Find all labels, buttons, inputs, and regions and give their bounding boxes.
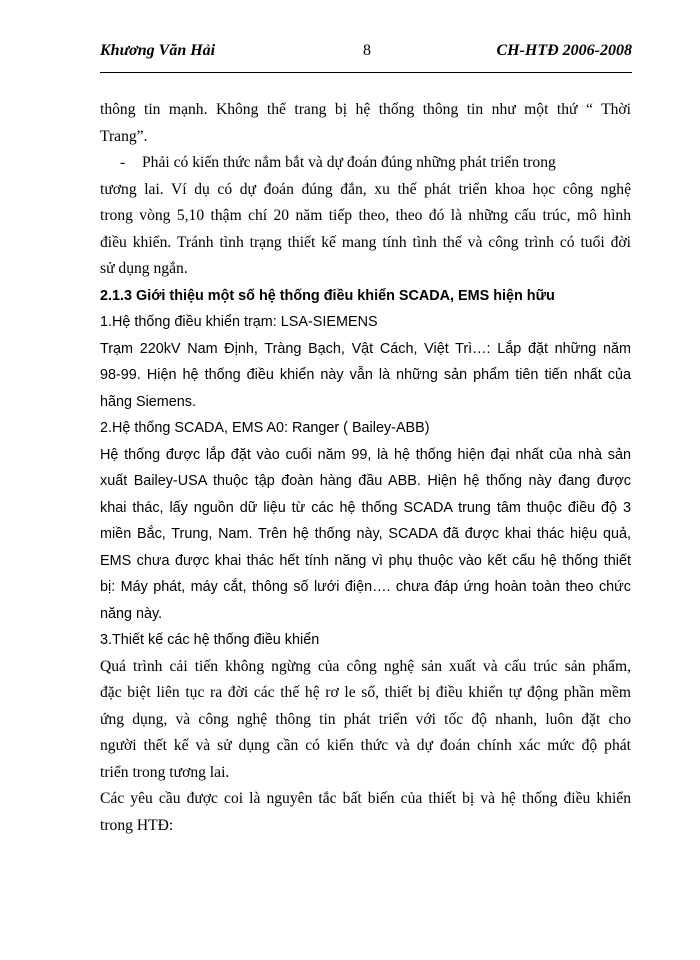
text-line: thông tin mạnh. Không thể trang bị hệ thống thông tin như một thứ “ Thời [100, 101, 631, 118]
paragraph-final [100, 786, 631, 839]
text-line: triển trong tương lai. [100, 763, 230, 781]
text-line: EMS chưa được khai thác hết tính năng vì phụ thuộc vào kết cấu hệ thống thiết [100, 552, 631, 569]
text-line: Quá trình cải tiến không ngừng của công nghệ sản xuất và cấu trúc sản phẩm, [100, 657, 631, 675]
text-line: trong HTĐ: [100, 816, 174, 834]
item-title: 2.Hệ thống SCADA, EMS A0: Ranger ( Bailey-ABB) [100, 420, 430, 436]
text-line: trong vòng 5,10 thậm chí 20 năm tiếp theo, theo đó là những cấu trúc, mô hình [100, 207, 631, 224]
text-line: Trang”. [100, 127, 148, 145]
text-line: Phải có kiến thức nắm bắt và dự đoán đúng những phát triển trong [142, 154, 556, 171]
text-line: miền Bắc, Trung, Nam. Trên hệ thống này, SCADA đã được khai thác hiệu quả, [100, 526, 631, 542]
section-heading: 2.1.3 Giới thiệu một số hệ thống điều khiển SCADA, EMS hiện hữu [100, 287, 555, 304]
text-line: khai thác, lấy nguồn dữ liệu từ các hệ thống SCADA trung tâm thuộc điều độ 3 [100, 499, 631, 516]
text-line: xuất Bailey-USA thuộc tập đoàn hàng đầu ABB. Hiện hệ thống này đang được [100, 473, 631, 489]
paragraph-1 [100, 97, 631, 150]
page-header [100, 40, 632, 73]
text-line: hãng Siemens. [100, 393, 196, 410]
text-line: điều khiển. Tránh tình trạng thiết kế mang tính tình thế và công trình có tuổi đời [100, 233, 631, 251]
text-line: bị: Máy phát, máy cắt, thông số lưới điện…. chưa đáp ứng hoàn toàn theo chức [100, 579, 631, 595]
text-line: đặc biệt liên tục ra đời các thế hệ rơ le số, thiết bị điều khiển tự động phần mềm [100, 684, 631, 701]
text-line: 98-99. Hiện hệ thống điều khiển này vẫn là những sản phẩm tiên tiến nhất của [100, 367, 631, 383]
text-line: Trạm 220kV Nam Định, Tràng Bạch, Vật Cách, Việt Trì…: Lắp đặt những năm [100, 340, 631, 357]
bullet-paragraph [100, 150, 631, 283]
item-2 [100, 415, 631, 627]
item-title: 3.Thiết kế các hệ thống điều khiển [100, 632, 320, 648]
item-title: 1.Hệ thống điều khiển trạm: LSA-SIEMENS [100, 314, 378, 330]
text-line: tương lai. Ví dụ có dự đoán đúng đắn, xu thế phát triển khoa học công nghệ [100, 180, 631, 198]
header-page-number: 8 [363, 42, 371, 59]
bullet-first-line [100, 150, 631, 177]
bullet-marker: - [120, 154, 126, 171]
text-line: Các yêu cầu được coi là nguyên tắc bất biến của thiết bị và hệ thống điều khiển [100, 790, 631, 807]
header-course: CH-HTĐ 2006-2008 [496, 42, 632, 59]
document-body [100, 97, 631, 839]
text-line: người thết kế và sử dụng cần có kiến thức và dự đoán chính xác mức độ phát [100, 737, 631, 754]
item-3 [100, 627, 631, 786]
text-line: ứng dụng, và công nghệ thông tin phát triển với tốc độ nhanh, luôn đặt cho [100, 710, 631, 728]
header-author: Khương Văn Hải [100, 42, 216, 59]
text-line: năng này. [100, 605, 163, 622]
text-line: Hệ thống được lắp đặt vào cuối năm 99, là hệ thống hiện đại nhất của nhà sản [100, 446, 631, 463]
text-line: sử dụng ngắn. [100, 260, 188, 277]
item-1 [100, 309, 631, 415]
